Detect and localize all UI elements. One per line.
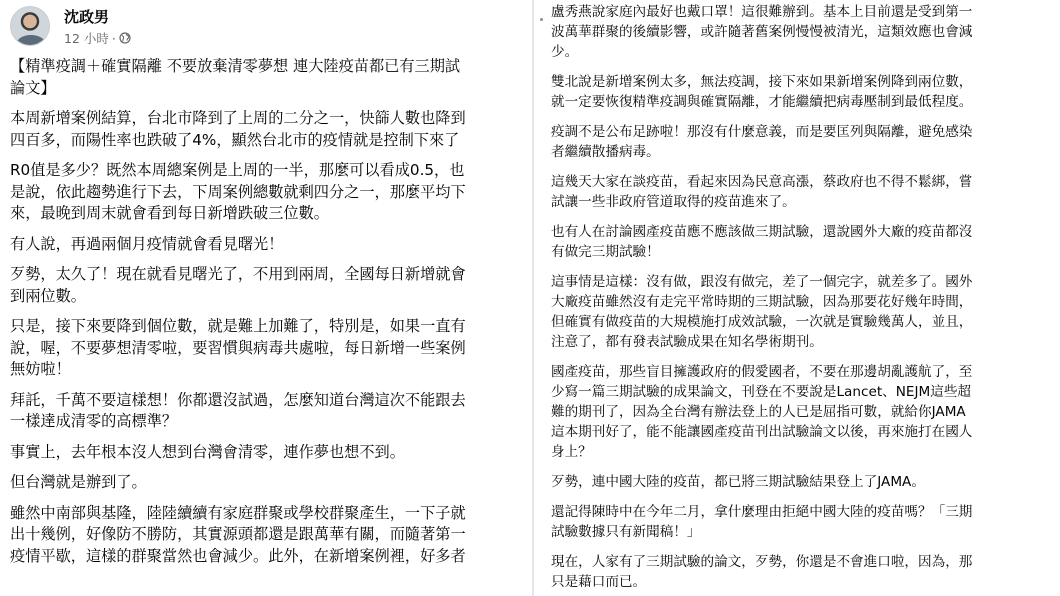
post-paragraph: 【精準疫調＋確實隔離 不要放棄清零夢想 連大陸疫苗都已有三期試 論文】 (10, 57, 461, 97)
post-paragraph: 事實上，去年根本沒人想到台灣會清零，連作夢也想不到。 (10, 442, 405, 461)
post-paragraph: 這事情是這樣：沒有做，跟沒有做完，差了一個完字，就差多了。國外 大廠疫苗雖然沒有走完平常時期的三期試驗，因為那要花好幾年時間， 但確實有做疫苗的大規模施打成效試驗，一次就是實驗幾萬人，並且， 注意了，都有發表試驗成果在知名學術期刊。 (551, 274, 973, 350)
post-paragraph: 現在，人家有了三期試驗的論文，歹勢，你還是不會進口啦，因為，那 只是藉口而已。 (551, 554, 973, 590)
post-paragraph: 只是，接下來要降到個位數，就是難上加難了，特別是，如果一直有 說，喔，不要夢想清零啦，要習慣與病毒共處啦，每日新增一些案例 無妨啦！ (10, 317, 466, 378)
post-paragraph: 雙北說是新增案例太多，無法疫調，接下來如果新增案例降到兩位數， 就一定要恢復精準疫調與確實隔離，才能繼續把病毒壓制到最低程度。 (551, 74, 973, 110)
post-body-left (10, 56, 532, 576)
meta-separator: · (111, 30, 116, 46)
post-paragraph: 拜託，千萬不要這樣想！你都還沒試過，怎麼知道台灣這次不能跟去 一樣達成清零的高標準？ (10, 390, 466, 430)
decorative-dot (540, 18, 543, 21)
post-paragraph: R0值是多少？既然本周總案例是上周的一半，那麼可以看成0.5，也 是說，依此趨勢進行下去，下周案例總數就剩四分之一，那麼平均下 來，最晚到周末就會看到每日新增跌破三位數。 (10, 161, 466, 222)
post-paragraph: 這幾天大家在談疫苗，看起來因為民意高漲，蔡政府也不得不鬆綁，嘗 試讓一些非政府管道取得的疫苗進來了。 (551, 174, 973, 210)
post-paragraph: 還記得陳時中在今年二月，拿什麼理由拒絕中國大陸的疫苗嗎？「三期 試驗數據只有新聞稿！」 (551, 504, 973, 540)
post-paragraph: 本周新增案例結算，台北市降到了上周的二分之一，快篩人數也降到 四百多，而陽性率也跌破了4%，顯然台北市的疫情就是控制下來了 (10, 109, 466, 149)
post-time[interactable]: 12 小時 (64, 31, 109, 46)
post-paragraph: 也有人在討論國產疫苗應不應該做三期試驗，還說國外大廠的疫苗都沒 有做完三期試驗！ (551, 224, 973, 260)
post-paragraph: 有人說，再過兩個月疫情就會看見曙光！ (10, 234, 284, 253)
post-header (10, 4, 530, 48)
post-right-panel (534, 0, 1060, 596)
post-paragraph: 歹勢，太久了！現在就看見曙光了，不用到兩周，全國每日新增就會 到兩位數。 (10, 265, 466, 305)
post-paragraph: 但台灣就是辦到了。 (10, 473, 147, 491)
avatar[interactable] (10, 6, 50, 46)
post-paragraph: 疫調不是公布足跡啦！那沒有什麼意義，而是要匡列與隔離，避免感染 者繼續散播病毒。 (551, 124, 973, 160)
post-meta (64, 29, 131, 47)
post-paragraph: 國產疫苗，那些盲目擁護政府的假愛國者，不要在那邊胡亂護航了，至 少寫一篇三期試驗的成果論文，刊登在不要說是Lancet、NEJM這些超 難的期刊了，因為全台灣有辦法登上的人已是屈指可數，就給你JAMA 這本期刊好了，能不能讓國產疫苗刊出試驗論文以後，再來施打在國人 身上？ (551, 364, 973, 460)
avatar-shirt (17, 35, 45, 46)
post-body-right (551, 2, 1056, 596)
post-paragraph: 雖然中南部與基隆，陸陸續續有家庭群聚或學校群聚產生，一下子就 出十幾例，好像防不勝防，其實源頭都還是跟萬華有關，而隨著第一 疫情平歇，這樣的群聚當然也會減少。此外，在新增案例裡，好多者 (10, 503, 466, 565)
globe-icon[interactable] (119, 32, 131, 44)
post-paragraph: 歹勢，連中國大陸的疫苗，都已將三期試驗結果登上了JAMA。 (551, 474, 925, 490)
post-paragraph: 盧秀燕說家庭內最好也戴口罩！這很難辦到。基本上目前還是受到第一 波萬華群聚的後續影響，或許隨著舊案例慢慢被清光，這類效應也會減 少。 (551, 4, 973, 60)
author-name[interactable]: 沈政男 (64, 8, 110, 26)
